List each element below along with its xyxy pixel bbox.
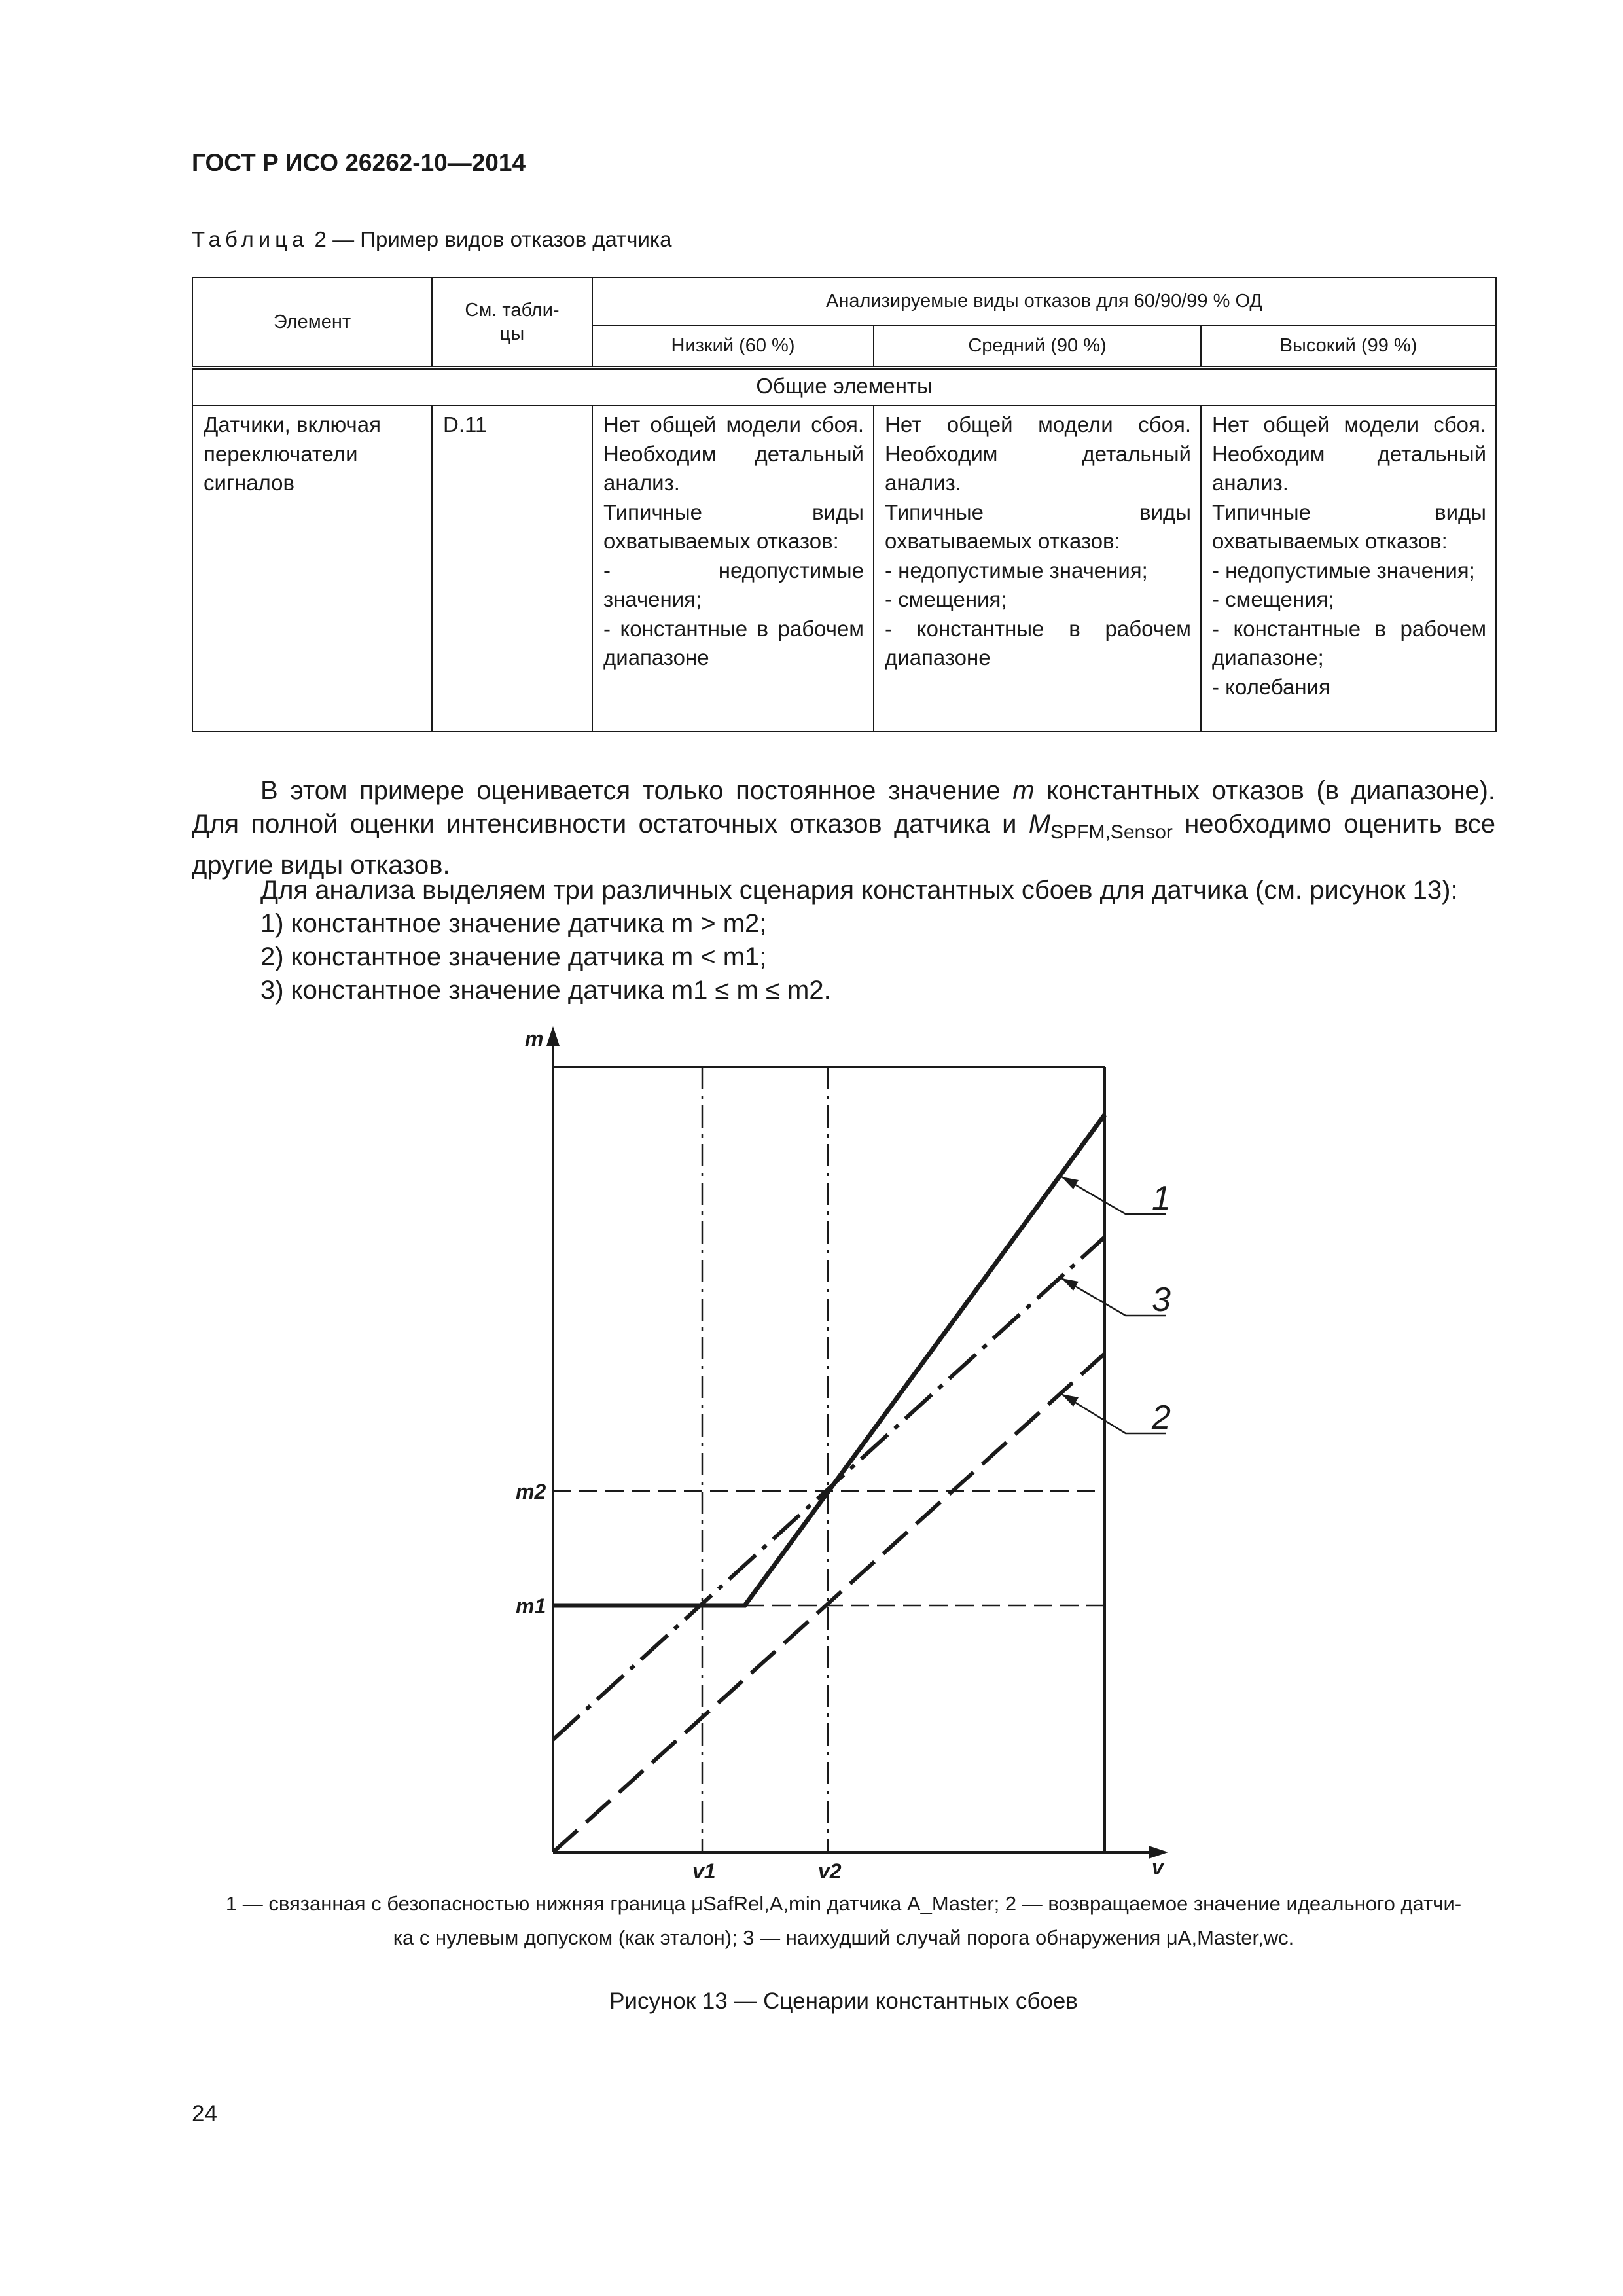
table-caption-prefix: Таблица: [192, 227, 309, 251]
scenario-2: 2) константное значение датчика m < m1;: [260, 942, 767, 971]
m2-label: m2: [516, 1480, 546, 1503]
paragraph-1: В этом примере оценивается только постоянное значение m константных отказов (в диапазоне). Для полной оценки интенсивности остаточных отказов датчика и $M_{SPFM,Sensor}$ необходимо оценить все другие виды отказов.: [192, 776, 1495, 880]
callout-3-label: 3: [1152, 1281, 1171, 1319]
header-low: Низкий (60 %): [592, 325, 874, 368]
x-axis-label: v: [1152, 1856, 1164, 1879]
callout-1-label: 1: [1152, 1179, 1171, 1217]
curve-2-ideal-sensor: [553, 1354, 1105, 1852]
header-element: Элемент: [192, 278, 432, 368]
callout-3-leader: [1061, 1278, 1166, 1316]
curve-3-worst-case-threshold: [553, 1237, 1105, 1740]
curve-1-safety-lower-bound: [553, 1115, 1105, 1605]
v1-label: v1: [692, 1859, 716, 1883]
scenario-1: 1) константное значение датчика m > m2;: [260, 909, 767, 938]
cell-see-table: D.11: [432, 406, 592, 732]
m1-label: m1: [516, 1594, 546, 1618]
legend-line-1: 1 — связанная с безопасностью нижняя граница μSafRel,A,min датчика A_Master; 2 — возвращаемое значение идеального датчи-: [225, 1892, 1462, 1915]
callout-3-arrow-icon: [1061, 1278, 1079, 1291]
v2-label: v2: [818, 1859, 842, 1883]
legend-line-2: ка с нулевым допуском (как эталон); 3 — наихудший случай порога обнаружения μA,Master,wc.: [393, 1926, 1294, 1949]
header-high: Высокий (99 %): [1201, 325, 1496, 368]
scenario-3: 3) константное значение датчика m1 ≤ m ≤ m2.: [260, 976, 831, 1005]
failure-modes-table: [192, 277, 1497, 732]
callout-1-leader: [1061, 1177, 1166, 1214]
cell-low: Нет общей модели сбоя. Необходим детальный анализ. Типичные виды охватываемых отказов: - недопустимые значения; - константные в рабочем диапазоне: [592, 406, 874, 732]
y-axis-arrow-icon: [546, 1026, 560, 1046]
callout-1-arrow-icon: [1061, 1177, 1079, 1189]
cell-medium: Нет общей модели сбоя. Необходим детальный анализ. Типичные виды охватываемых отказов: - недопустимые значения; - смещения; - константные в рабочем диапазоне: [874, 406, 1201, 732]
table-caption-text: 2 — Пример видов отказов датчика: [308, 227, 672, 251]
cell-high: Нет общей модели сбоя. Необходим детальный анализ. Типичные виды охватываемых отказов: - недопустимые значения; - смещения; - константные в рабочем диапазоне; - колебания: [1201, 406, 1496, 732]
header-medium: Средний (90 %): [874, 325, 1201, 368]
document-title: ГОСТ Р ИСО 26262-10—2014: [192, 149, 526, 176]
header-see-table: См. табли- цы: [432, 278, 592, 368]
paragraph-2: Для анализа выделяем три различных сценария константных сбоев для датчика (см. рисунок 13):: [260, 876, 1458, 905]
y-axis-label: m: [525, 1027, 544, 1050]
callout-2-leader: [1061, 1394, 1166, 1433]
header-analyzed-modes: Анализируемые виды отказов для 60/90/99 % ОД: [592, 278, 1496, 325]
figure-caption: Рисунок 13 — Сценарии константных сбоев: [609, 1988, 1078, 2014]
table-caption: [192, 227, 671, 252]
callout-2-label: 2: [1152, 1399, 1171, 1437]
callout-2-arrow-icon: [1061, 1394, 1079, 1407]
cell-element: Датчики, включая переключатели сигналов: [192, 406, 432, 732]
figure-legend: [192, 1887, 1495, 1955]
page-number: 24: [192, 2101, 217, 2126]
group-row-general: Общие элементы: [192, 368, 1496, 406]
scenario-diagram: [497, 1021, 1204, 1885]
